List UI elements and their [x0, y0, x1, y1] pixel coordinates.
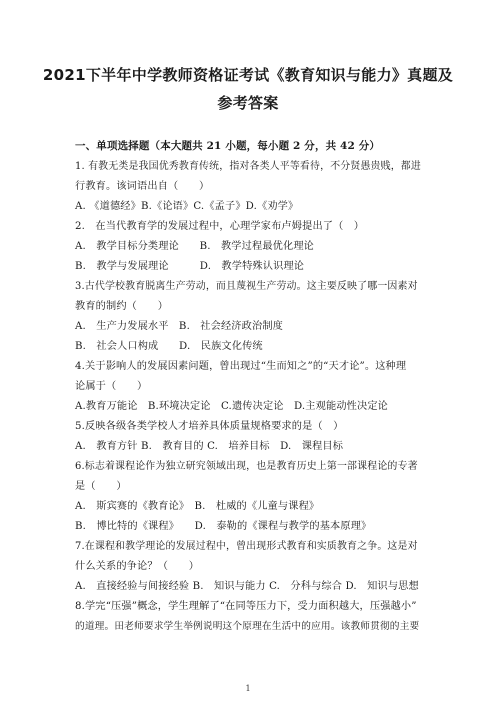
- question-1-line-1: 1. 有教无类是我国优秀教育传统，指对各类人平等看待，不分贤愚贵贱，都进: [75, 161, 421, 172]
- question-1-options: A. 《道德经》B.《论语》C.《孟子》D.《劝学》: [75, 201, 299, 212]
- question-7-line-1: 7.在课程和教学理论的发展过程中，曾出现形式教育和实质教育之争。这是对: [75, 541, 418, 552]
- question-4-options: A.教育万能论 B.环境决定论 C.遗传决定论 D.主观能动性决定论: [75, 401, 389, 412]
- question-4-line-2: 论属于（ ）: [75, 381, 148, 392]
- question-3-options-1: A. 生产力发展水平 B. 社会经济政治制度: [75, 321, 283, 332]
- question-3-options-2: B. 社会人口构成 D. 民族文化传统: [75, 341, 263, 352]
- page-number: 1: [245, 684, 251, 693]
- question-2-options-1: A. 教学目标分类理论 B. 教学过程最优化理论: [75, 241, 315, 252]
- question-2-options-2: B. 教学与发展理论 D. 教学特殊认识理论: [75, 261, 305, 272]
- question-6-options-1: A. 斯宾赛的《教育论》 B. 杜威的《儿童与课程》: [75, 501, 320, 512]
- question-5-options: A. 教育方针 B. 教育目的 C. 培养目标 D. 课程目标: [75, 441, 344, 452]
- question-8-line-1: 8.学完“压强”概念，学生理解了“在同等压力下，受力面积越大，压强越小”: [75, 601, 417, 612]
- document-title-line-2: 参考答案: [217, 94, 279, 112]
- section-heading: 一、单项选择题（本大题共 21 小题，每小题 2 分，共 42 分）: [75, 140, 381, 152]
- question-7-options: A. 直接经验与间接经验 B. 知识与能力 C. 分科与综合 D. 知识与思想: [75, 581, 419, 592]
- question-3-line-1: 3.古代学校教育脱离生产劳动，而且蔑视生产劳动。这主要反映了哪一因素对: [75, 281, 418, 292]
- document-title-line-1: 2021下半年中学教师资格证考试《教育知识与能力》真题及: [42, 66, 454, 84]
- question-5-stem: 5.反映各级各类学校人才培养具体质量规格要求的是（ ）: [75, 421, 344, 432]
- question-4-line-1: 4.关于影响人的发展因素问题，曾出现过“生而知之”的“天才论”。这种理: [75, 361, 407, 372]
- question-6-options-2: B. 博比特的《课程》 D. 泰勒的《课程与教学的基本原理》: [75, 521, 372, 532]
- question-2-stem: 2. 在当代教育学的发展过程中，心理学家布卢姆提出了（ ）: [75, 221, 365, 232]
- question-6-line-1: 6.标志着课程论作为独立研究领域出现，也是教育历史上第一部课程论的专著: [75, 461, 418, 472]
- question-1-line-2: 行教育。该词语出自（ ）: [75, 181, 210, 192]
- question-7-line-2: 什么关系的争论？（ ）: [75, 561, 200, 572]
- question-6-line-2: 是（ ）: [75, 481, 127, 492]
- question-8-line-2: 的道理。田老师要求学生举例说明这个原理在生活中的应用。该教师贯彻的主要: [75, 621, 420, 632]
- question-3-line-2: 教育的制约（ ）: [75, 301, 169, 312]
